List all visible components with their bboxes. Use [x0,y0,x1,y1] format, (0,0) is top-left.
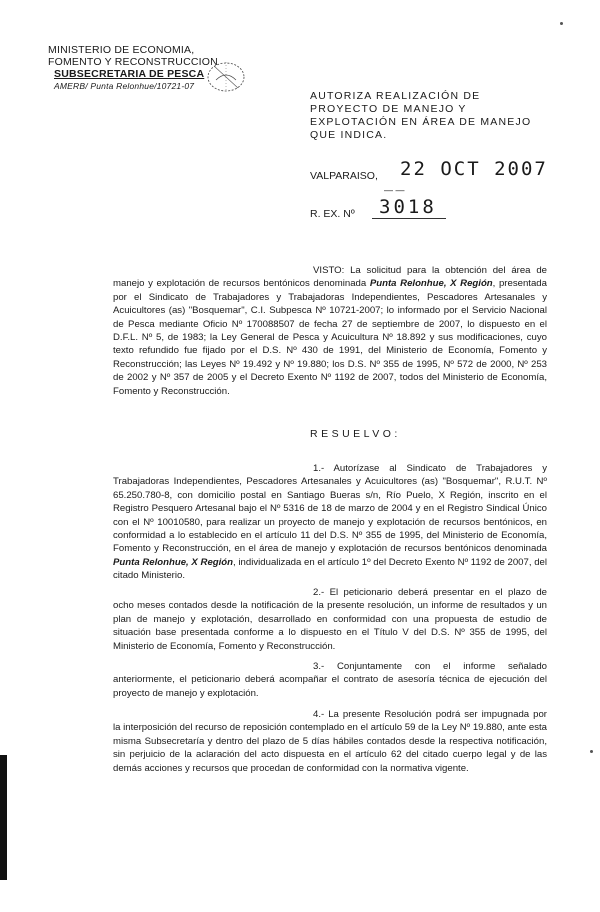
seal-icon [204,60,248,94]
date-label: VALPARAISO, [310,170,378,182]
area-name-emphasis: Punta Relonhue, X Región [113,556,234,568]
resolution-number: 3018 [379,196,437,218]
document-subject: AUTORIZA REALIZACIÓN DE PROYECTO DE MANEJO Y EXPLOTACIÓN EN ÁREA DE MANEJO QUE INDICA. [310,90,532,141]
clause-2: 2.- El peticionario deberá presentar en el plazo de ocho meses contados desde la notificación de la presente resolución, un informe de resultados y un plan de manejo y explotación, desarrollado en conformidad con una propuesta de estudio de situación base presentada conforme a lo dispuesto en el Título V del D.S. Nº 355 de 1995, del Ministerio de Economía, Fomento y Reconstrucción. [113,587,547,652]
resuelvo-heading: RESUELVO: [310,428,401,440]
area-name-emphasis: Punta Relonhue, X Región [369,278,493,290]
scan-speck [590,750,593,753]
ministry-line-2: FOMENTO Y RECONSTRUCCION [48,56,218,68]
clause-3: 3.- Conjuntamente con el informe señalado anteriormente, el peticionario deberá acompañar el contrato de asesoría técnica de ejecución del proyecto de manejo y explotación. [113,661,547,699]
scan-edge-mark [0,755,7,880]
resolution-label: R. EX. Nº [310,208,355,220]
clause-4: 4.- La presente Resolución podrá ser impugnada por la interposición del recurso de reposición contemplado en el artículo 59 de la Ley Nº 19.880, ante esta misma Subsecretaría y dentro del plazo de 5 días hábiles contados desde la respectiva notificación, sin perjuicio de la aclaración del acto dispuesta en el artículo 62 del citado cuerpo legal y de las demás acciones y recursos que procedan de conformidad con la normativa vigente. [113,709,547,774]
subsecretaria-label: SUBSECRETARIA DE PESCA [54,68,205,80]
resolution-underline [372,218,446,219]
letterhead [48,44,218,92]
separator-mark: — — [384,185,405,195]
ministry-line-1: MINISTERIO DE ECONOMIA, [48,44,195,56]
visto-paragraph: VISTO: La solicitud para la obtención del área de manejo y explotación de recursos bentónicos denominada Punta Relonhue, X Región, presentada por el Sindicato de Trabajadores y Trabajadoras Independientes, Pescadores Artesanales y Acuicultores (as) "Bosquemar", C.I. Subpesca Nº 10721-2007; lo informado por el Servicio Nacional de Pesca mediante Oficio Nº 170088507 de fecha 27 de septiembre de 2007, lo dispuesto en el D.F.L. Nº 5, de 1983; la Ley General de Pesca y Acuicultura Nº 18.892 y sus modificaciones, cuyo texto refundido fue fijado por el D.S. Nº 430 de 1991, del Ministerio de Economía, Fomento y Reconstrucción; las Leyes Nº 19.492 y Nº 19.880; los D.S. Nº 355 de 1995, Nº 572 de 2000, Nº 253 de 2002 y Nº 357 de 2005 y el Decreto Exento Nº 1192 de 2007, todos del Ministerio de Economía, Fomento y Reconstrucción. [113,265,547,397]
clause-1: 1.- Autorízase al Sindicato de Trabajadores y Trabajadoras Independientes, Pescadores Artesanales y Acuicultores (as) "Bosquemar", R.U.T. Nº 65.250.780-8, con domicilio postal en Santiago Bueras s/n, Río Puelo, X Región, inscrito en el Registro Pesquero Artesanal bajo el Nº 5316 de 18 de marzo de 2004 y en el Registro Sindical Único con el Nº 10010580, para realizar un proyecto de manejo y explotación de recursos bentónicos, en conformidad a lo establecido en el artículo 11 del D.S. Nº 355 de 1995, del Ministerio de Economía, Fomento y Reconstrucción, en el área de manejo y explotación de recursos bentónicos denominada Punta Relonhue, X Región, individualizada en el artículo 1º del Decreto Exento Nº 1192 de 2007, del citado Ministerio. [113,463,548,582]
date-stamp: 22 OCT 2007 [400,158,548,180]
reference-code: AMERB/ Punta Relonhue/10721-07 [54,81,195,91]
scan-speck [560,22,563,25]
